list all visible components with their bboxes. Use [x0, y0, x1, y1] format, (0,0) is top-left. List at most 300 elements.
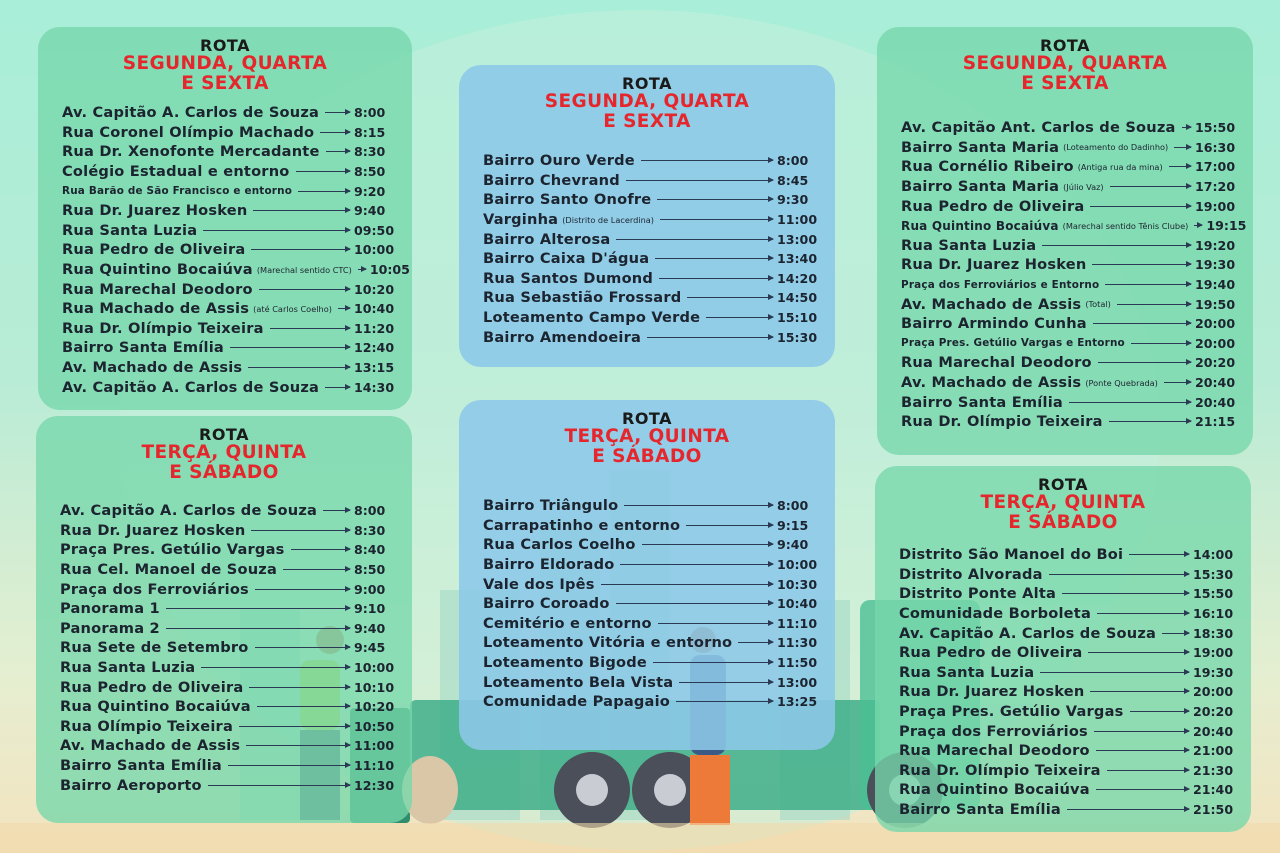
street-name: Rua Barão de São Francisco e entorno: [62, 185, 293, 198]
street-name: Rua Coronel Olímpio Machado: [62, 123, 315, 141]
arrow-right-icon: [660, 219, 773, 220]
arrow-right-icon: [1105, 284, 1191, 285]
route-card-mon-wed-fri-1: [38, 27, 412, 410]
pickup-time: 10:50: [354, 718, 395, 734]
street-name: Varginha: [483, 211, 559, 229]
schedule-row: [60, 540, 394, 560]
street-name: Rua Dr. Xenofonte Mercadante: [62, 143, 320, 161]
street-name: Rua Cel. Manoel de Souza: [60, 561, 278, 579]
schedule-row: [901, 412, 1235, 432]
street-name: Distrito Ponte Alta: [899, 585, 1057, 603]
route-label: ROTA: [622, 409, 672, 428]
schedule-row: [483, 633, 817, 653]
pickup-time: 19:30: [1193, 664, 1234, 680]
schedule-row: [899, 623, 1233, 643]
pickup-time: 21:15: [1195, 414, 1236, 430]
schedule-row: [60, 677, 394, 697]
schedule-row: [483, 210, 817, 230]
route-days: TERÇA, QUINTA E SÁBADO: [141, 442, 307, 484]
street-name: Rua Dr. Juarez Hosken: [899, 683, 1085, 701]
schedule-row: [60, 697, 394, 717]
street-name: Rua Santa Luzia: [60, 659, 196, 677]
arrow-right-icon: [624, 505, 773, 506]
pickup-time: 20:40: [1195, 375, 1236, 391]
route-days: TERÇA, QUINTA E SÁBADO: [980, 492, 1146, 534]
street-name: Rua Pedro de Oliveira: [60, 678, 244, 696]
street-note: (Marechal sentido Tênis Clube): [1062, 220, 1189, 231]
street-name: Distrito São Manoel do Boi: [899, 546, 1124, 564]
street-name: Rua Dr. Juarez Hosken: [60, 521, 246, 539]
street-name: Bairro Santa Maria: [901, 178, 1060, 196]
street-name: Rua Dr. Olímpio Teixeira: [901, 413, 1103, 431]
street-name: Rua Santa Luzia: [899, 663, 1035, 681]
schedule-row: [901, 275, 1235, 295]
pickup-time: 15:50: [1195, 120, 1236, 136]
pickup-time: 10:05: [369, 262, 410, 278]
arrow-right-icon: [1092, 264, 1191, 265]
arrow-right-icon: [270, 328, 350, 329]
pickup-time: 19:15: [1206, 218, 1247, 234]
street-name: Rua Quintino Bocaiúva: [899, 781, 1090, 799]
pickup-time: 17:20: [1195, 179, 1236, 195]
street-name: Bairro Eldorado: [483, 556, 615, 574]
arrow-right-icon: [251, 530, 350, 531]
pickup-time: 15:10: [777, 310, 818, 326]
pickup-time: 8:00: [777, 153, 809, 169]
arrow-right-icon: [1096, 750, 1189, 751]
street-name: Rua Pedro de Oliveira: [62, 241, 246, 259]
arrow-right-icon: [201, 667, 350, 668]
schedule-row: [901, 138, 1235, 158]
arrow-right-icon: [1090, 206, 1191, 207]
schedule-row: [60, 560, 394, 580]
schedule-row: [62, 338, 394, 358]
arrow-right-icon: [320, 132, 350, 133]
schedule-row: [483, 614, 817, 634]
street-name: Bairro Santa Emília: [60, 757, 222, 775]
schedule-row: [899, 741, 1233, 761]
arrow-right-icon: [1131, 343, 1191, 344]
arrow-right-icon: [325, 387, 350, 388]
arrow-right-icon: [1093, 323, 1191, 324]
pickup-time: 15:30: [777, 329, 818, 345]
street-name: Bairro Santa Emília: [62, 339, 224, 357]
street-name: Rua Santa Luzia: [62, 221, 198, 239]
schedule-row: [483, 327, 817, 347]
street-name: Cemitério e entorno: [483, 614, 652, 632]
arrow-right-icon: [1174, 147, 1191, 148]
street-name: Av. Capitão A. Carlos de Souza: [899, 624, 1157, 642]
street-name: Rua Dr. Juarez Hosken: [62, 202, 248, 220]
arrow-right-icon: [249, 687, 350, 688]
pickup-time: 11:50: [777, 655, 818, 671]
arrow-right-icon: [323, 510, 350, 511]
schedule-row: [901, 177, 1235, 197]
street-name: Colégio Estadual e entorno: [62, 163, 290, 181]
arrow-right-icon: [1130, 711, 1190, 712]
pickup-time: 10:00: [354, 660, 395, 676]
pickup-time: 13:25: [777, 694, 818, 710]
pickup-time: 19:20: [1195, 237, 1236, 253]
schedule-row: [899, 663, 1233, 683]
schedule-row: [62, 181, 394, 201]
schedule-row: [60, 599, 394, 619]
arrow-right-icon: [251, 249, 350, 250]
pickup-time: 21:00: [1193, 743, 1234, 759]
pickup-time: 10:10: [354, 679, 395, 695]
schedule-row: [483, 288, 817, 308]
schedule-row: [60, 501, 394, 521]
schedule-row: [899, 780, 1233, 800]
schedule-list: [483, 496, 817, 712]
arrow-right-icon: [1109, 421, 1191, 422]
street-name: Av. Machado de Assis: [901, 374, 1082, 392]
schedule-row: [901, 334, 1235, 354]
arrow-right-icon: [228, 765, 350, 766]
pickup-time: 13:00: [777, 674, 818, 690]
arrow-right-icon: [1049, 574, 1189, 575]
schedule-row: [901, 157, 1235, 177]
street-name: Av. Capitão Ant. Carlos de Souza: [901, 119, 1176, 137]
street-name: Loteamento Campo Verde: [483, 309, 701, 327]
pickup-time: 20:40: [1193, 723, 1234, 739]
street-name: Praça dos Ferroviários e Entorno: [901, 278, 1100, 291]
pickup-time: 20:20: [1193, 704, 1234, 720]
schedule-row: [62, 319, 394, 339]
street-name: Av. Machado de Assis: [901, 295, 1082, 313]
schedule-row: [901, 392, 1235, 412]
pickup-time: 9:45: [354, 640, 386, 656]
schedule-row: [901, 353, 1235, 373]
schedule-row: [901, 118, 1235, 138]
schedule-row: [901, 373, 1235, 393]
pickup-time: 14:20: [777, 270, 818, 286]
pickup-time: 19:00: [1195, 198, 1236, 214]
schedule-row: [483, 249, 817, 269]
street-name: Bairro Santa Emília: [901, 393, 1063, 411]
street-note: (Marechal sentido CTC): [256, 264, 352, 275]
schedule-row: [62, 201, 394, 221]
schedule-row: [483, 535, 817, 555]
arrow-right-icon: [1162, 633, 1189, 634]
route-label: ROTA: [1040, 36, 1090, 55]
arrow-right-icon: [1194, 225, 1202, 226]
arrow-right-icon: [255, 647, 350, 648]
schedule-row: [62, 279, 394, 299]
pickup-time: 16:30: [1195, 139, 1236, 155]
schedule-row: [483, 496, 817, 516]
pickup-time: 10:00: [777, 557, 818, 573]
arrow-right-icon: [358, 269, 366, 270]
route-header: [50, 426, 398, 483]
pickup-time: 20:00: [1193, 684, 1234, 700]
arrow-right-icon: [296, 171, 350, 172]
street-name: Rua Olímpio Teixeira: [60, 717, 234, 735]
schedule-row: [60, 579, 394, 599]
schedule-row: [483, 594, 817, 614]
route-header: [473, 75, 821, 132]
schedule-row: [899, 545, 1233, 565]
street-name: Av. Machado de Assis: [60, 737, 241, 755]
pickup-time: 21:40: [1193, 782, 1234, 798]
schedule-row: [483, 190, 817, 210]
street-name: Praça dos Ferroviários: [60, 580, 249, 598]
street-name: Rua Quintino Bocaiúva: [60, 698, 251, 716]
route-header: [52, 37, 398, 94]
pickup-time: 11:10: [777, 615, 818, 631]
schedule-row: [483, 574, 817, 594]
street-name: Bairro Coroado: [483, 595, 610, 613]
schedule-row: [62, 377, 394, 397]
arrow-right-icon: [166, 628, 350, 629]
street-name: Rua Quintino Bocaiúva: [901, 218, 1059, 233]
street-name: Rua Marechal Deodoro: [62, 280, 253, 298]
arrow-right-icon: [291, 549, 351, 550]
arrow-right-icon: [246, 745, 350, 746]
pickup-time: 9:00: [354, 581, 386, 597]
pickup-time: 19:50: [1195, 296, 1236, 312]
route-header: [889, 476, 1237, 533]
arrow-right-icon: [616, 239, 773, 240]
route-card-mon-wed-fri-3: [877, 27, 1253, 455]
pickup-time: 13:00: [777, 231, 818, 247]
street-name: Av. Capitão A. Carlos de Souza: [62, 104, 320, 122]
arrow-right-icon: [642, 544, 773, 545]
street-name: Rua Santa Luzia: [901, 236, 1037, 254]
street-name: Av. Machado de Assis: [62, 359, 243, 377]
street-name: Rua Dr. Juarez Hosken: [901, 256, 1087, 274]
pickup-time: 20:40: [1195, 394, 1236, 410]
arrow-right-icon: [203, 230, 350, 231]
pickup-time: 9:30: [777, 192, 809, 208]
pickup-time: 8:30: [354, 144, 386, 160]
street-name: Rua Pedro de Oliveira: [899, 644, 1083, 662]
street-name: Bairro Santo Onofre: [483, 191, 652, 209]
arrow-right-icon: [676, 701, 773, 702]
arrow-right-icon: [1110, 186, 1191, 187]
arrow-right-icon: [1042, 245, 1191, 246]
street-name: Bairro Triângulo: [483, 497, 619, 515]
schedule-row: [60, 756, 394, 776]
schedule-row: [899, 721, 1233, 741]
street-name: Bairro Amendoeira: [483, 328, 642, 346]
route-label: ROTA: [199, 425, 249, 444]
street-note: (Distrito de Lacerdina): [562, 214, 654, 225]
arrow-right-icon: [1067, 809, 1189, 810]
street-name: Rua Marechal Deodoro: [901, 354, 1092, 372]
arrow-right-icon: [1094, 731, 1189, 732]
pickup-time: 8:50: [354, 562, 386, 578]
schedule-row: [899, 761, 1233, 781]
arrow-right-icon: [1117, 304, 1191, 305]
pickup-time: 21:50: [1193, 802, 1234, 818]
pickup-time: 9:20: [354, 183, 386, 199]
arrow-right-icon: [616, 603, 773, 604]
arrow-right-icon: [641, 160, 773, 161]
pickup-time: 8:00: [354, 503, 386, 519]
schedule-row: [899, 800, 1233, 820]
arrow-right-icon: [601, 584, 773, 585]
arrow-right-icon: [1097, 613, 1189, 614]
schedule-row: [901, 314, 1235, 334]
route-label: ROTA: [622, 74, 672, 93]
arrow-right-icon: [653, 662, 773, 663]
route-card-tue-thu-sat-1: [36, 416, 412, 823]
arrow-right-icon: [1169, 166, 1191, 167]
arrow-right-icon: [239, 726, 350, 727]
route-days: TERÇA, QUINTA E SÁBADO: [564, 426, 730, 468]
pickup-time: 19:00: [1193, 645, 1234, 661]
pickup-time: 8:50: [354, 164, 386, 180]
arrow-right-icon: [706, 317, 773, 318]
arrow-right-icon: [687, 297, 773, 298]
arrow-right-icon: [657, 199, 773, 200]
street-note: (até Carlos Coelho): [253, 303, 332, 314]
schedule-row: [899, 565, 1233, 585]
pickup-time: 8:30: [354, 522, 386, 538]
schedule-row: [901, 196, 1235, 216]
schedule-row: [483, 692, 817, 712]
pickup-time: 12:30: [354, 777, 395, 793]
pickup-time: 10:30: [777, 576, 818, 592]
arrow-right-icon: [1164, 382, 1191, 383]
arrow-right-icon: [283, 569, 350, 570]
schedule-row: [483, 308, 817, 328]
schedule-list: [901, 118, 1247, 432]
arrow-right-icon: [738, 642, 773, 643]
arrow-right-icon: [659, 278, 773, 279]
pickup-time: 20:00: [1195, 316, 1236, 332]
street-name: Rua Carlos Coelho: [483, 536, 636, 554]
route-label: ROTA: [200, 36, 250, 55]
arrow-right-icon: [1096, 789, 1189, 790]
street-name: Comunidade Papagaio: [483, 693, 671, 711]
arrow-right-icon: [679, 682, 773, 683]
pickup-time: 11:00: [354, 738, 395, 754]
route-label: ROTA: [1038, 475, 1088, 494]
street-name: Praça Pres. Getúlio Vargas: [60, 541, 285, 559]
schedule-row: [483, 229, 817, 249]
pickup-time: 9:15: [777, 517, 809, 533]
schedule-row: [60, 658, 394, 678]
arrow-right-icon: [1040, 672, 1189, 673]
route-header: [473, 410, 821, 467]
route-card-tue-thu-sat-2: [459, 400, 835, 750]
pickup-time: 14:30: [354, 379, 395, 395]
schedule-row: [483, 269, 817, 289]
street-name: Panorama 2: [60, 619, 160, 637]
pickup-time: 19:40: [1195, 277, 1236, 293]
street-note: (Júlio Vaz): [1063, 181, 1104, 192]
schedule-row: [899, 643, 1233, 663]
arrow-right-icon: [259, 289, 350, 290]
pickup-time: 8:40: [354, 542, 386, 558]
street-name: Loteamento Bigode: [483, 654, 647, 672]
schedule-row: [62, 103, 394, 123]
schedule-row: [483, 516, 817, 536]
arrow-right-icon: [626, 180, 773, 181]
schedule-row: [483, 555, 817, 575]
pickup-time: 8:00: [354, 105, 386, 121]
schedule-row: [62, 221, 394, 241]
pickup-time: 20:00: [1195, 335, 1236, 351]
street-note: (Total): [1085, 299, 1111, 310]
schedule-list: [62, 103, 410, 397]
arrow-right-icon: [1090, 691, 1189, 692]
street-note: (Loteamento do Dadinho): [1063, 142, 1169, 153]
schedule-row: [901, 216, 1247, 236]
street-name: Rua Santos Dumond: [483, 269, 654, 287]
schedule-row: [62, 260, 410, 280]
street-name: Bairro Chevrand: [483, 171, 620, 189]
street-name: Rua Pedro de Oliveira: [901, 197, 1085, 215]
street-name: Rua Dr. Olímpio Teixeira: [62, 319, 264, 337]
arrow-right-icon: [1069, 402, 1191, 403]
street-name: Rua Cornélio Ribeiro: [901, 158, 1074, 176]
street-name: Bairro Armindo Cunha: [901, 315, 1087, 333]
arrow-right-icon: [338, 308, 350, 309]
arrow-right-icon: [1182, 127, 1191, 128]
schedule-row: [62, 142, 394, 162]
pickup-time: 20:20: [1195, 355, 1236, 371]
street-name: Loteamento Vitória e entorno: [483, 634, 733, 652]
pickup-time: 15:30: [1193, 566, 1234, 582]
arrow-right-icon: [248, 367, 350, 368]
route-card-mon-wed-fri-2: [459, 65, 835, 367]
street-name: Rua Sebastião Frossard: [483, 289, 682, 307]
schedule-row: [899, 682, 1233, 702]
arrow-right-icon: [655, 258, 773, 259]
arrow-right-icon: [620, 564, 773, 565]
pickup-time: 18:30: [1193, 625, 1234, 641]
schedule-row: [60, 619, 394, 639]
schedule-row: [62, 123, 394, 143]
arrow-right-icon: [1098, 362, 1191, 363]
pickup-time: 10:20: [354, 699, 395, 715]
arrow-right-icon: [658, 623, 773, 624]
schedule-list: [60, 501, 394, 795]
street-name: Bairro Aeroporto: [60, 776, 202, 794]
schedule-row: [899, 604, 1233, 624]
pickup-time: 16:10: [1193, 606, 1234, 622]
schedule-row: [60, 521, 394, 541]
street-name: Av. Capitão A. Carlos de Souza: [62, 378, 320, 396]
street-name: Av. Capitão A. Carlos de Souza: [60, 502, 318, 520]
arrow-right-icon: [686, 525, 773, 526]
schedule-row: [62, 358, 394, 378]
schedule-row: [899, 702, 1233, 722]
pickup-time: 21:30: [1193, 762, 1234, 778]
street-name: Rua Machado de Assis: [62, 300, 250, 318]
arrow-right-icon: [1088, 652, 1189, 653]
route-days: SEGUNDA, QUARTA E SEXTA: [962, 53, 1168, 95]
arrow-right-icon: [253, 210, 350, 211]
pickup-time: 13:40: [777, 251, 818, 267]
schedule-row: [62, 240, 394, 260]
schedule-row: [60, 736, 394, 756]
pickup-time: 10:00: [354, 242, 395, 258]
arrow-right-icon: [1129, 554, 1189, 555]
schedule-row: [901, 294, 1235, 314]
pickup-time: 10:40: [354, 301, 395, 317]
street-name: Bairro Alterosa: [483, 230, 611, 248]
arrow-right-icon: [208, 785, 350, 786]
route-header: [891, 37, 1239, 94]
street-name: Rua Quintino Bocaiúva: [62, 261, 253, 279]
pickup-time: 09:50: [354, 222, 395, 238]
pickup-time: 8:45: [777, 172, 809, 188]
pickup-time: 8:15: [354, 124, 386, 140]
